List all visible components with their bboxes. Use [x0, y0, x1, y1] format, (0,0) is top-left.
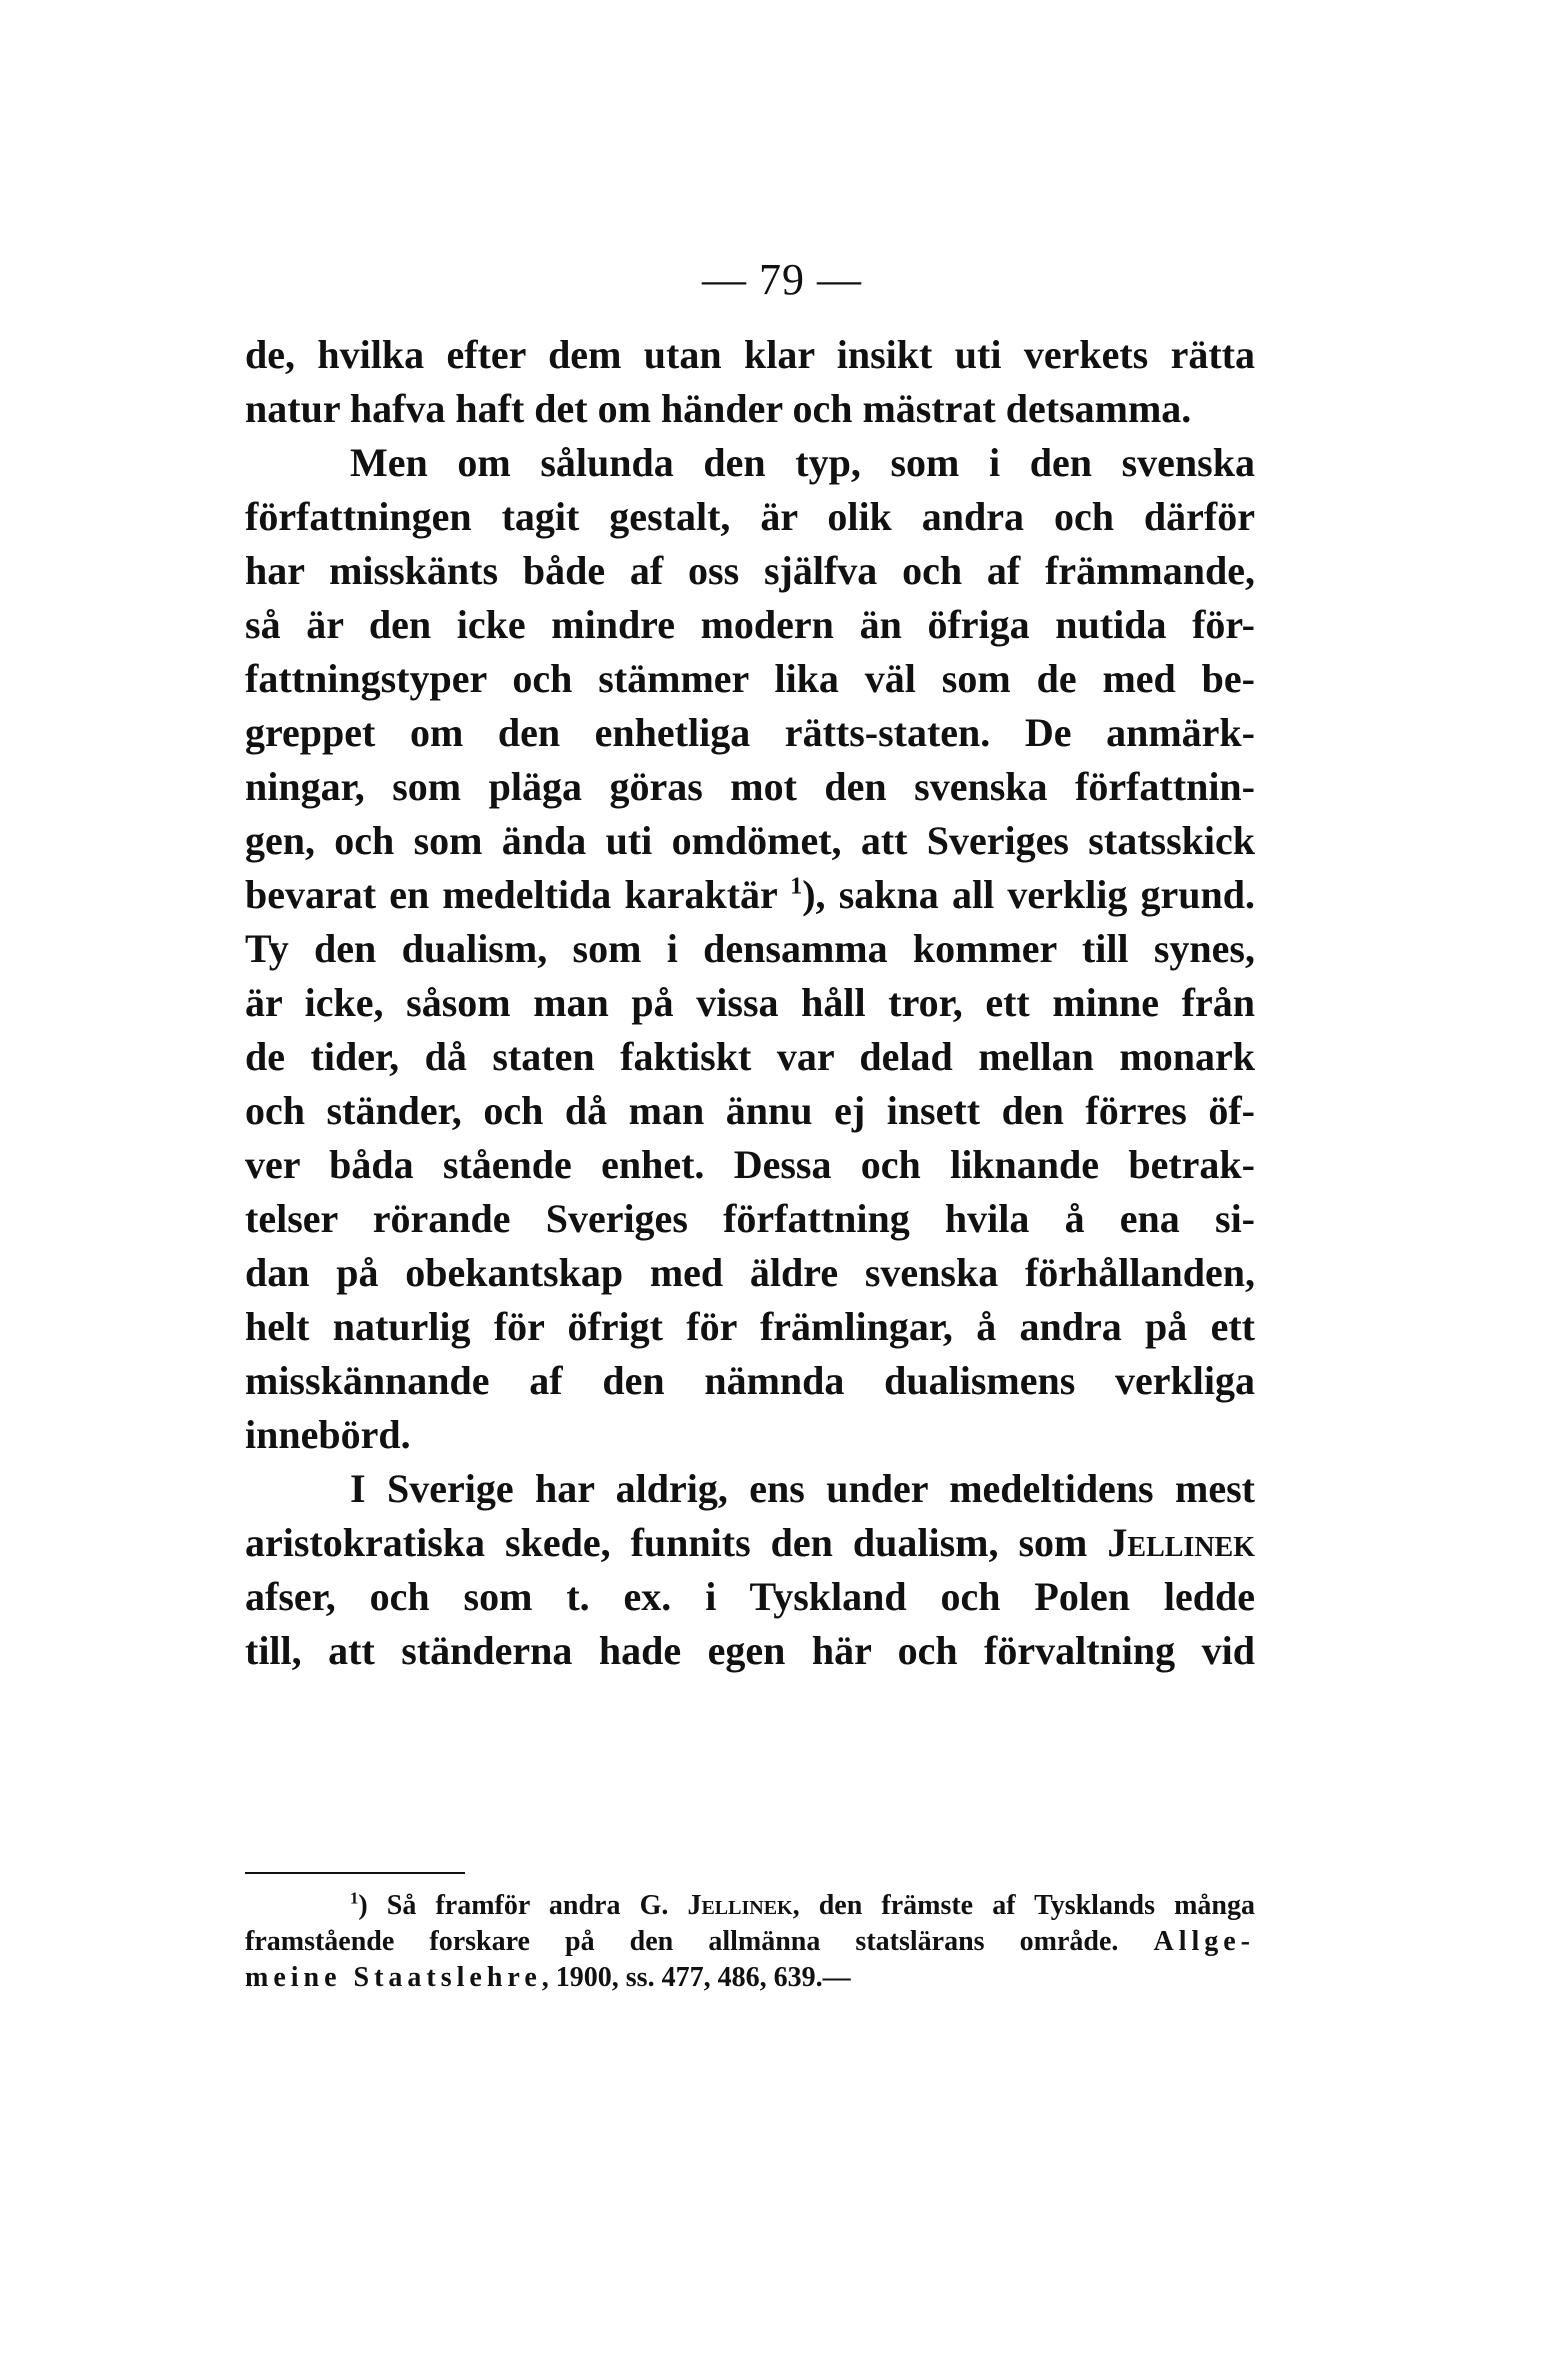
text-line: Men om sålunda den typ, som i den svenska: [350, 440, 1255, 485]
text-line: dan på obekantskap med äldre svenska förhållanden,: [245, 1250, 1255, 1295]
footnote-line: [245, 1924, 1255, 1960]
text-line: greppet om den enhetliga rätts-staten. De anmärk-: [245, 710, 1255, 755]
text-line: de, hvilka efter dem utan klar insikt uti verkets rätta: [245, 332, 1255, 377]
text-line: telser rörande Sveriges författning hvila å ena si-: [245, 1196, 1255, 1241]
text-line: gen, och som ända uti omdömet, att Sveriges statsskick: [245, 818, 1255, 863]
text-run: , den främste af Tysklands många: [792, 1890, 1255, 1921]
text-line: fattningstyper och stämmer lika väl som de med be-: [245, 656, 1255, 701]
text-run: bevarat en medeltida karaktär: [245, 872, 791, 917]
footnote-divider: [245, 1872, 465, 1874]
page-number: — 79 —: [702, 255, 862, 304]
text-line: har misskänts både af oss själfva och af främmande,: [245, 548, 1255, 593]
text-run: , 1900, ss. 477, 486, 639.—: [541, 1962, 851, 1993]
text-line: ver båda stående enhet. Dessa och liknande betrak-: [245, 1142, 1255, 1187]
author-name: Jellinek: [687, 1890, 793, 1921]
text-line: afser, och som t. ex. i Tyskland och Polen ledde: [245, 1574, 1255, 1619]
text-line: så är den icke mindre modern än öfriga nutida för-: [245, 602, 1255, 647]
text-line: [245, 868, 1255, 922]
footnote-line: [245, 1888, 1255, 1924]
text-line: och ständer, och då man ännu ej insett den förres öf-: [245, 1088, 1255, 1133]
text-line: helt naturlig för öfrigt för främlingar, å andra på ett: [245, 1304, 1255, 1349]
footnote: [245, 1888, 1255, 1996]
footnote-marker: 1: [790, 873, 803, 900]
text-line: Ty den dualism, som i densamma kommer till synes,: [245, 926, 1255, 971]
text-run: ), sakna all verklig grund.: [802, 872, 1255, 917]
book-title: Allge-: [1153, 1926, 1255, 1957]
text-line: innebörd.: [245, 1412, 411, 1457]
text-line: är icke, såsom man på vissa håll tror, ett minne från: [245, 980, 1255, 1025]
footnote-line: [245, 1960, 1255, 1996]
text-run: ) Så framför andra G.: [358, 1890, 688, 1921]
body-text: [245, 328, 1255, 1678]
text-run: aristokratiska skede, funnits den dualism, som: [245, 1520, 1108, 1565]
book-title: meine Staatslehre: [245, 1962, 542, 1993]
text-line: författningen tagit gestalt, är olik andra och därför: [245, 494, 1255, 539]
text-line: natur hafva haft det om händer och mästrat detsamma.: [245, 386, 1192, 431]
text-line: ningar, som pläga göras mot den svenska författnin-: [245, 764, 1255, 809]
footnote-marker: 1: [350, 1888, 359, 1908]
text-line: [245, 1516, 1255, 1570]
text-line: till, att ständerna hade egen här och förvaltning vid: [245, 1628, 1255, 1673]
text-line: I Sverige har aldrig, ens under medeltidens mest: [350, 1466, 1255, 1511]
text-line: misskännande af den nämnda dualismens verkliga: [245, 1358, 1255, 1403]
text-run: framstående forskare på den allmänna statslärans område.: [245, 1926, 1119, 1957]
text-line: de tider, då staten faktiskt var delad mellan monark: [245, 1034, 1255, 1079]
author-name: Jellinek: [1107, 1520, 1255, 1565]
